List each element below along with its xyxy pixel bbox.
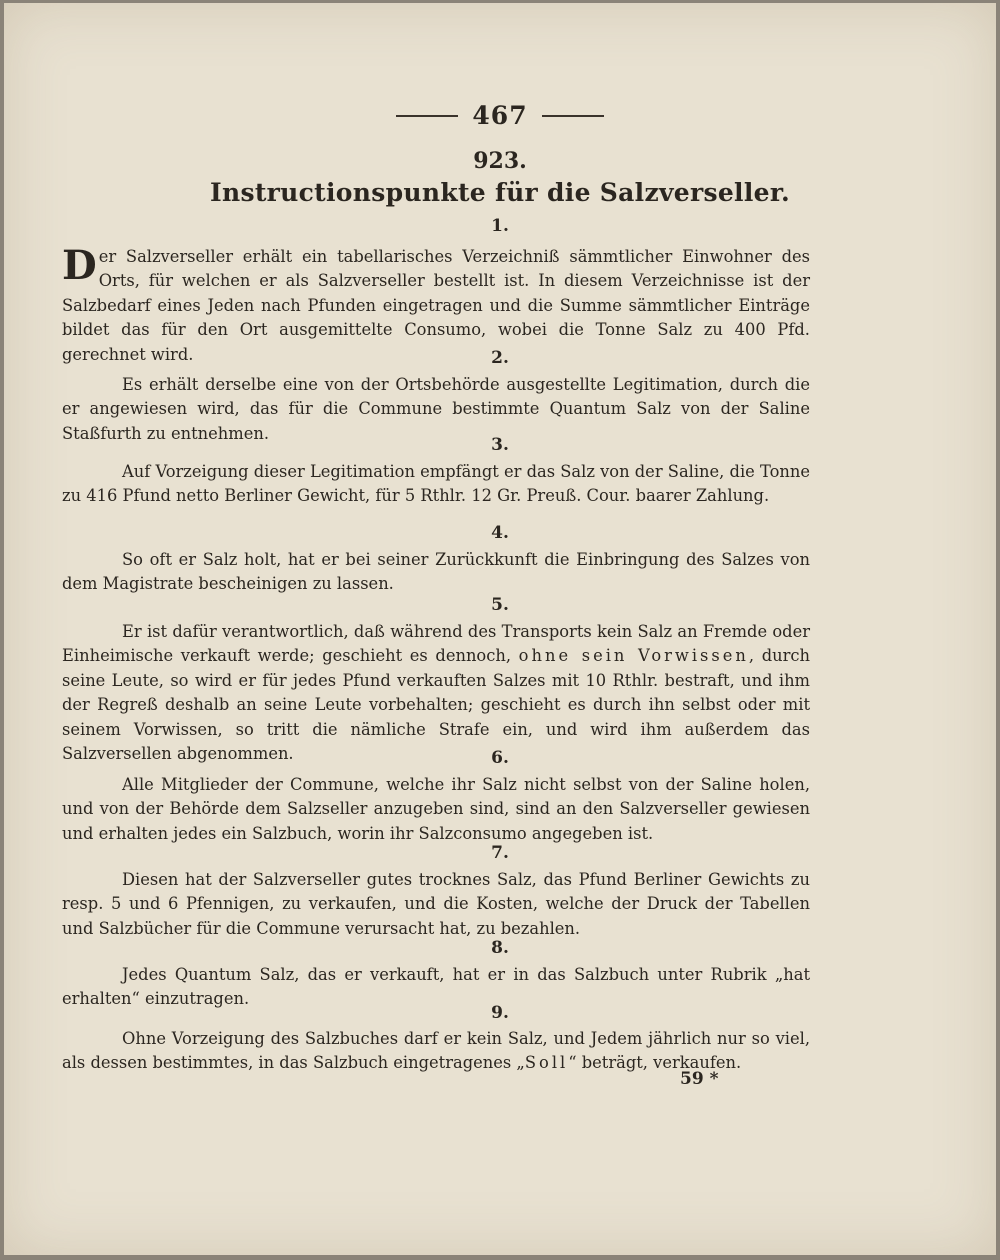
- section-number-3: 3.: [491, 435, 509, 455]
- page-header: [4, 101, 996, 130]
- document-page: [4, 3, 996, 1255]
- section-number-5: 5.: [491, 595, 509, 615]
- drop-cap: D: [62, 242, 97, 289]
- paragraph-text: er Salzverseller erhält ein tabellarisches Verzeichniß sämmtlicher Einwohner des Orts, für welchen er als Salzverseller bestellt ist. In diesem Verzeichnisse ist der Salzbedarf eines Jeden nach Pfunden eingetragen und die Summe sämmtlicher Einträge bildet das für den Ort ausgemittelte Consumo, wobei die Tonne Salz zu 400 Pfd. gerechnet wird.: [62, 247, 810, 364]
- section-paragraph-5: [62, 620, 810, 766]
- header-rule-left: [396, 115, 458, 117]
- section-paragraph-4: So oft er Salz holt, hat er bei seiner Zurückkunft die Einbringung des Salzes von dem Magistrate bescheinigen zu lassen.: [62, 550, 810, 594]
- emphasized-text: ohne sein Vorwissen: [518, 646, 749, 666]
- header-rule-right: [542, 115, 604, 117]
- paragraph-text: Er ist dafür verantwortlich, daß während des Transports kein Salz an Fremde oder Einheimische verkauft werde; geschieht es dennoch,: [62, 622, 810, 666]
- section-paragraph-8: Jedes Quantum Salz, das er verkauft, hat er in das Salzbuch unter Rubrik „hat erhalten“ einzutragen.: [62, 965, 810, 1009]
- page-number: 467: [472, 101, 528, 130]
- section-number-9: 9.: [491, 1003, 509, 1023]
- paragraph-text: Ohne Vorzeigung des Salzbuches darf er kein Salz, und Jedem jährlich nur so viel, als dessen bestimmtes, in das Salzbuch eingetragenes „: [62, 1029, 810, 1073]
- section-number-8: 8.: [491, 938, 509, 958]
- section-number-6: 6.: [491, 748, 509, 768]
- section-paragraph-2: Es erhält derselbe eine von der Ortsbehörde ausgestellte Legitimation, durch die er angewiesen wird, das für die Commune bestimmte Quantum Salz von der Saline Staßfurth zu entnehmen.: [62, 375, 810, 443]
- paragraph-text: , durch seine Leute, so wird er für jedes Pfund verkauften Salzes mit 10 Rthlr. bestraft, und ihm der Regreß deshalb an seine Leute vorbehalten; geschieht es durch ihn selbst oder mit seinem Vorwissen, so tritt die nämliche Strafe ein, und wird ihm außerdem das Salzversellen abgenommen.: [62, 646, 811, 764]
- emphasized-text: Soll: [524, 1053, 569, 1073]
- document-number: 923.: [473, 148, 527, 174]
- section-paragraph-7: Diesen hat der Salzverseller gutes trocknes Salz, das Pfund Berliner Gewichts zu resp. 5 und 6 Pfennigen, zu verkaufen, und die Kosten, welche der Druck der Tabellen und Salzbücher für die Commune verursacht hat, zu bezahlen.: [62, 870, 810, 938]
- section-number-2: 2.: [491, 348, 509, 368]
- section-paragraph-6: Alle Mitglieder der Commune, welche ihr Salz nicht selbst von der Saline holen, und von der Behörde dem Salzseller anzugeben sind, sind an den Salzverseller gewiesen und erhalten jedes ein Salzbuch, worin ihr Salzconsumo angegeben ist.: [62, 775, 810, 843]
- signature-mark: 59 *: [680, 1069, 719, 1089]
- section-number-7: 7.: [491, 843, 509, 863]
- section-paragraph-3: Auf Vorzeigung dieser Legitimation empfängt er das Salz von der Saline, die Tonne zu 416 Pfund netto Berliner Gewicht, für 5 Rthlr. 12 Gr. Preuß. Cour. baarer Zahlung.: [62, 462, 810, 506]
- document-title: Instructionspunkte für die Salzverseller.: [209, 178, 791, 207]
- section-number-4: 4.: [491, 523, 509, 543]
- paragraph-text: “ beträgt, verkaufen.: [568, 1053, 742, 1073]
- section-number-1: 1.: [491, 216, 509, 236]
